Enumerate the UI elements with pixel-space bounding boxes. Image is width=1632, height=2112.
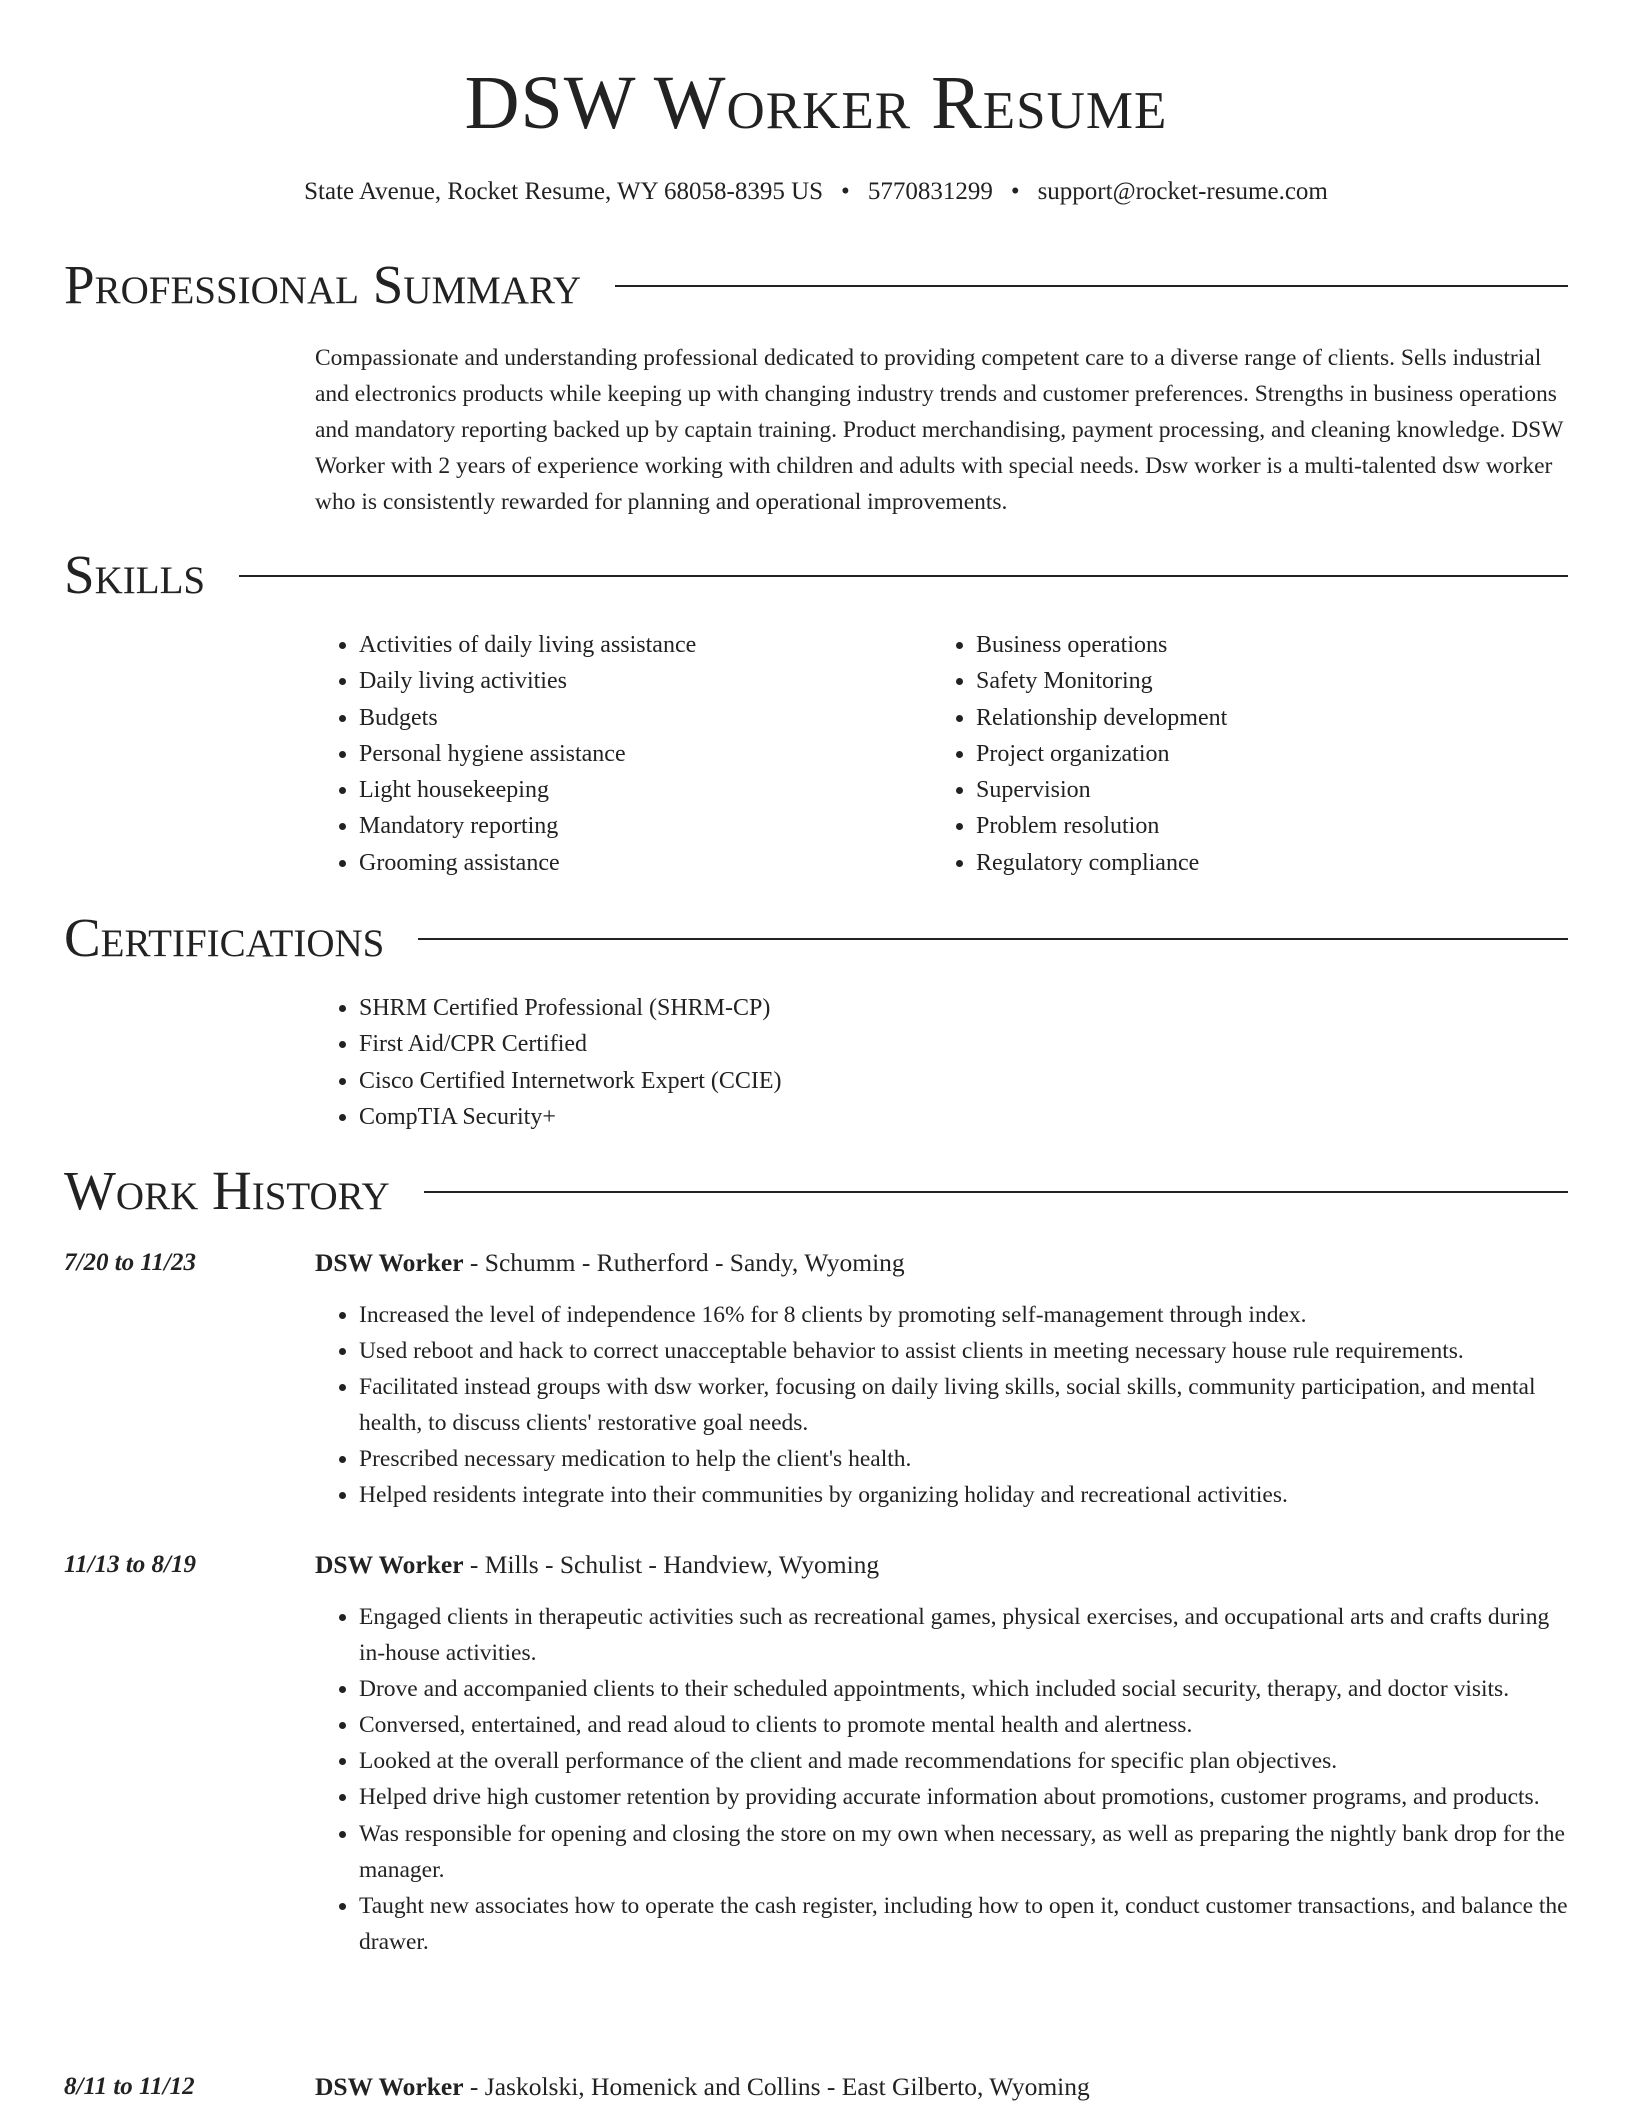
job-dates: 7/20 to 11/23 [64,1249,196,1276]
resume-title: DSW Worker Resume [464,61,1168,145]
contact-email[interactable]: support@rocket-resume.com [1037,178,1328,205]
job-bullet: • Conversed, entertained, and read aloud to clients to promote mental health and alertness. [359,1707,1579,1743]
skill-item: • Project organization [976,736,1532,772]
job-title-line [315,1549,879,1581]
job-role: DSW Worker [315,2072,464,2101]
contact-separator: • [841,178,850,205]
skills-heading: Skills [64,544,206,605]
section-divider [418,938,1568,940]
skill-item: • Supervision [976,772,1532,808]
certification-item: • SHRM Certified Professional (SHRM-CP) [359,990,1315,1026]
work-history-section-heading [64,1161,1568,1221]
job-title-line [315,1247,905,1279]
job-dates: 11/13 to 8/19 [64,1551,196,1578]
skill-item: • Personal hygiene assistance [359,736,915,772]
contact-address: State Avenue, Rocket Resume, WY 68058-8395 US [304,178,824,205]
summary-text: Compassionate and understanding professional dedicated to providing competent care to a diverse range of clients. Sells industrial and electronics products while keeping up with changing industry trends and customer preferences. Strengths in business operations and mandatory reporting backed up by captain training. Product merchandising, payment processing, and cleaning knowledge. DSW Worker with 2 years of experience working with children and adults with special needs. Dsw worker is a multi-talented dsw worker who is consistently rewarded for planning and operational improvements. [315,345,1563,515]
certifications-heading: Certifications [64,907,385,968]
job-bullet: • Looked at the overall performance of the client and made recommendations for specific plan objectives. [359,1743,1579,1779]
job-bullet: • Prescribed necessary medication to help the client's health. [359,1441,1579,1477]
skill-item: • Activities of daily living assistance [359,627,915,663]
job-bullet: • Used reboot and hack to correct unacceptable behavior to assist clients in meeting necessary house rule requirements. [359,1333,1579,1369]
job-bullet: • Helped drive high customer retention by providing accurate information about promotions, customer programs, and products. [359,1779,1579,1815]
contact-separator: • [1010,178,1020,205]
job-bullet: • Helped residents integrate into their communities by organizing holiday and recreational activities. [359,1477,1579,1513]
skill-item: • Daily living activities [359,663,915,699]
skill-item: • Problem resolution [976,808,1532,844]
job-bullet: • Drove and accompanied clients to their scheduled appointments, which included social security, therapy, and doctor visits. [359,1671,1579,1707]
job-bullet: • Taught new associates how to operate the cash register, including how to open it, conduct customer transactions, and balance the drawer. [359,1888,1579,1960]
job-role: DSW Worker [315,1550,464,1579]
skills-list-left [315,627,915,881]
job-bullets [315,1599,1579,1960]
contact-line [0,176,1632,208]
skill-item: • Safety Monitoring [976,663,1532,699]
skills-section-heading [64,545,1568,605]
section-divider [424,1191,1568,1193]
job-bullets [315,1297,1579,1514]
job-bullet: • Engaged clients in therapeutic activities such as recreational games, physical exercises, and occupational arts and crafts during in-house activities. [359,1599,1579,1671]
job-employer: - Jaskolski, Homenick and Collins - East Gilberto, Wyoming [463,2072,1090,2101]
work-history-heading: Work History [64,1160,390,1221]
certification-item: • Cisco Certified Internetwork Expert (CCIE) [359,1063,1315,1099]
certification-item: • CompTIA Security+ [359,1099,1315,1135]
job-bullet: • Increased the level of independence 16% for 8 clients by promoting self-management through index. [359,1297,1579,1333]
skill-item: • Relationship development [976,700,1532,736]
job-bullet: • Facilitated instead groups with dsw worker, focusing on daily living skills, social skills, community participation, and mental health, to discuss clients' restorative goal needs. [359,1369,1579,1441]
skill-item: • Budgets [359,700,915,736]
contact-phone: 5770831299 [867,178,993,205]
certification-item: • First Aid/CPR Certified [359,1026,1315,1062]
job-title-line [315,2071,1090,2103]
section-divider [615,285,1568,287]
job-bullet: • Was responsible for opening and closing the store on my own when necessary, as well as preparing the nightly bank drop for the manager. [359,1816,1579,1888]
skill-item: • Grooming assistance [359,845,915,881]
skill-item: • Business operations [976,627,1532,663]
skill-item: • Mandatory reporting [359,808,915,844]
skill-item: • Light housekeeping [359,772,915,808]
job-employer: - Mills - Schulist - Handview, Wyoming [463,1550,880,1579]
job-employer: - Schumm - Rutherford - Sandy, Wyoming [463,1248,905,1277]
summary-heading: Professional Summary [64,254,582,315]
section-divider [239,575,1568,577]
skill-item: • Regulatory compliance [976,845,1532,881]
job-role: DSW Worker [315,1248,464,1277]
certifications-section-heading [64,908,1568,968]
skills-list-right [932,627,1532,881]
certifications-list [315,990,1315,1135]
job-dates: 8/11 to 11/12 [64,2073,195,2100]
summary-section-heading [64,255,1568,315]
